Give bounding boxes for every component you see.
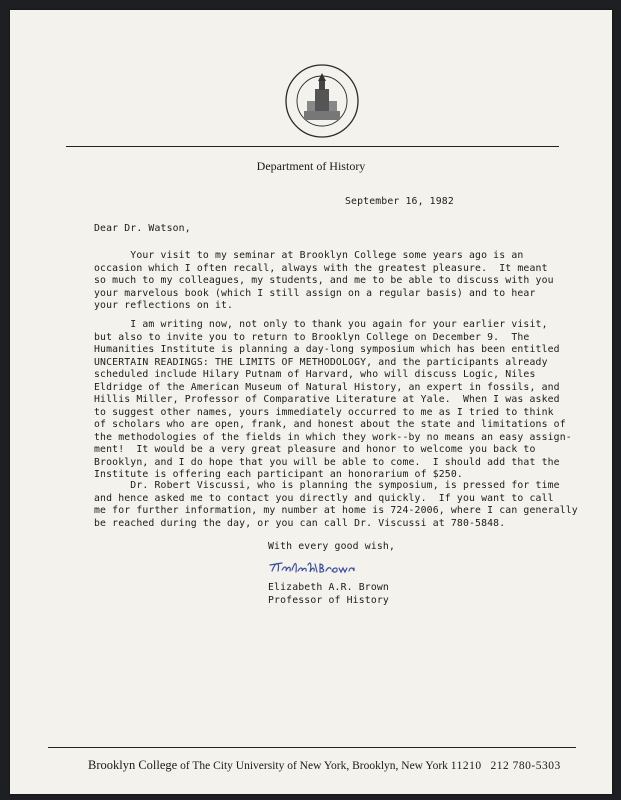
footer-rule	[48, 747, 576, 748]
header-rule	[66, 146, 559, 147]
salutation: Dear Dr. Watson,	[94, 223, 191, 234]
footer-phone: 212 780-5303	[490, 760, 561, 772]
college-seal-icon	[284, 63, 360, 139]
department-name: Department of History	[256, 159, 366, 173]
signer-title: Professor of History	[268, 595, 389, 606]
letter-date: September 16, 1982	[345, 196, 454, 207]
paragraph-2: I am writing now, not only to thank you again for your earlier visit, but also to invite you to return to Brooklyn College on December 9. The Humanities Institute is planning a day-long symposium which has been entitled UNCERTAIN READINGS: THE LIMITS OF METHODOLOGY, and the participants already scheduled include Hilary Putnam of Harvard, who will discuss Logic, Niles Eldridge of the American Museum of Natural History, an expert in fossils, and Hillis Miller, Professor of Comparative Literature at Yale. When I was asked to suggest other names, yours immediately occurred to me as I tried to think of scholars who are open, frank, and honest about the state and limitations of the methodologies of the fields in which they work--by no means an easy assign- ment! It would be a very great pleasure and honor to welcome you back to Brooklyn, and I do hope that you will be able to come. I should add that the Institute is offering each participant an honorarium of $250.	[94, 319, 572, 480]
paragraph-3: Dr. Robert Viscussi, who is planning the symposium, is pressed for time and hence asked me to contact you directly and quickly. If you want to call me for further information, my number at home is 724-2006, where I can generally be reached during the day, or you can call Dr. Viscussi at 780-5848.	[94, 480, 578, 529]
footer-university: of The City University of New York, Brooklyn, New York	[177, 760, 451, 772]
signer-name: Elizabeth A.R. Brown	[268, 582, 389, 593]
paragraph-1: Your visit to my seminar at Brooklyn College some years ago is an occasion which I often recall, always with the greatest pleasure. It meant so much to my colleagues, my students, and me to be able to discuss with you your marvelous book (which I still assign on a regular basis) and to hear your reflections on it.	[94, 250, 554, 311]
handwritten-signature	[268, 555, 398, 579]
closing: With every good wish,	[268, 541, 396, 552]
footer-zip: 11210	[450, 760, 482, 772]
footer-address	[88, 758, 561, 773]
footer-college: Brooklyn College	[88, 758, 178, 772]
letter-page	[10, 10, 612, 794]
